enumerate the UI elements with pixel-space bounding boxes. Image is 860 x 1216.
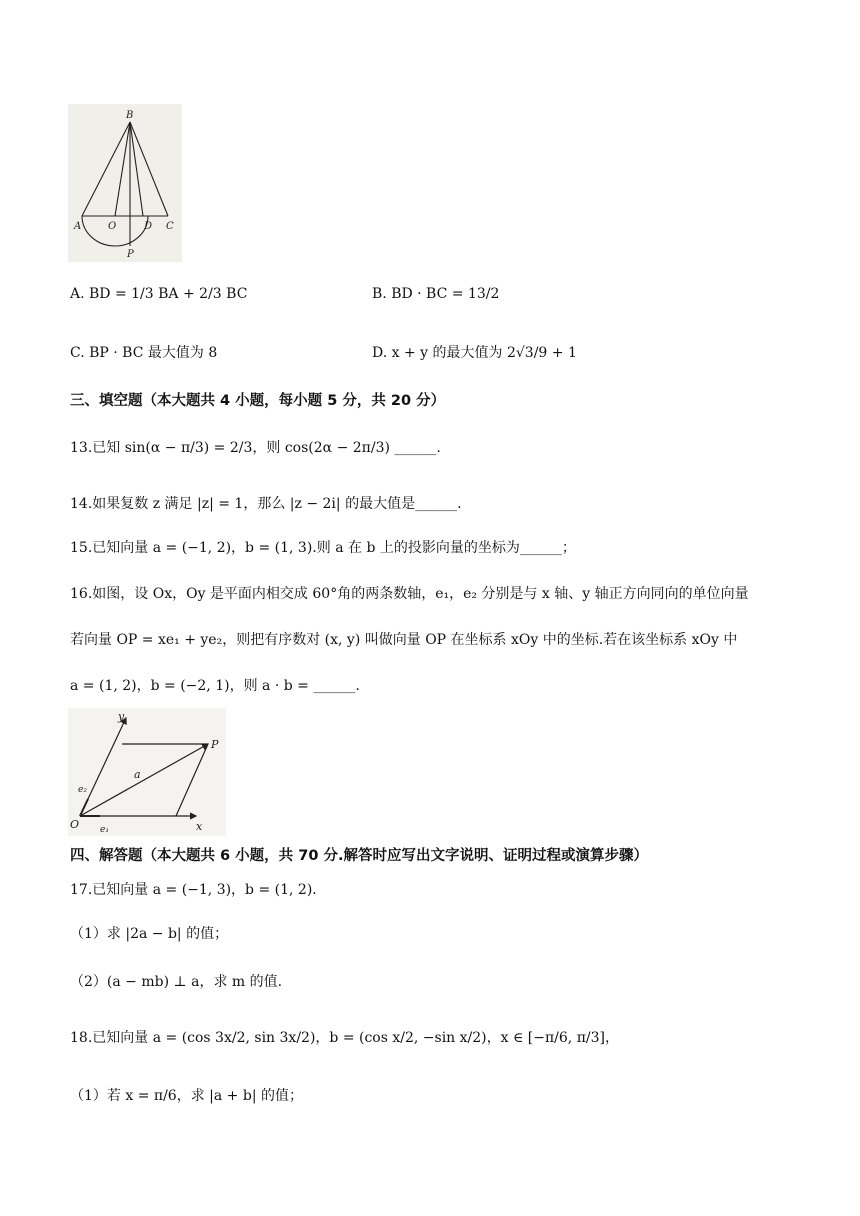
question-14: 14.如果复数 z 满足 |z| = 1，那么 |z − 2i| 的最大值是______. [70,496,462,512]
question-17-part-1: （1）求 |2a − b| 的值； [70,926,229,942]
question-18-stem: 18.已知向量 a = (cos 3x/2, sin 3x/2)，b = (cos x/2, −sin x/2)，x ∈ [−π/6, π/3]， [70,1030,619,1046]
option-c: C. BP · BC 最大值为 8 [70,345,218,361]
vector-label-e1: e₁ [100,825,109,835]
label-a: A [74,221,82,232]
vector-label-a: a [134,768,141,781]
section-4-heading: 四、解答题（本大题共 6 小题，共 70 分.解答时应写出文字说明、证明过程或演算步骤） [70,848,648,864]
option-a: A. BD = 1/3 BA + 2/3 BC [70,286,248,302]
question-17-part-2: （2）(a − mb) ⊥ a，求 m 的值. [70,974,283,990]
label-b: B [126,110,134,121]
question-16-line-1: 16.如图，设 Ox，Oy 是平面内相交成 60°角的两条数轴，e₁，e₂ 分别是与 x 轴、y 轴正方向同向的单位向量 [70,586,749,602]
label-c: C [166,221,174,232]
label-d: D [144,221,153,232]
oblique-axes-figure [68,708,226,836]
origin-label-o: O [70,818,80,831]
label-p: P [127,249,134,260]
question-15: 15.已知向量 a = (−1, 2)，b = (1, 3).则 a 在 b 上的投影向量的坐标为______； [70,540,576,556]
question-13: 13.已知 sin(α − π/3) = 2/3，则 cos(2α − 2π/3) ______. [70,440,441,456]
axis-label-x: x [196,820,203,833]
vector-label-e2: e₂ [78,785,87,795]
option-b: B. BD · BC = 13/2 [372,286,500,302]
option-d: D. x + y 的最大值为 2√3/9 + 1 [372,345,577,361]
section-3-heading: 三、填空题（本大题共 4 小题，每小题 5 分，共 20 分） [70,393,446,409]
label-o: O [108,221,117,232]
triangle-figure [68,104,182,262]
question-18-part-1: （1）若 x = π/6，求 |a + b| 的值； [70,1088,303,1104]
question-17-stem: 17.已知向量 a = (−1, 3)，b = (1, 2). [70,882,317,898]
axis-label-y: y [118,710,125,723]
question-16-line-3: a = (1, 2)，b = (−2, 1)，则 a · b = ______. [70,678,360,694]
point-label-p: P [211,738,219,751]
question-16-line-2: 若向量 OP = xe₁ + ye₂，则把有序数对 (x, y) 叫做向量 OP 在坐标系 xOy 中的坐标.若在该坐标系 xOy 中 [70,632,738,648]
